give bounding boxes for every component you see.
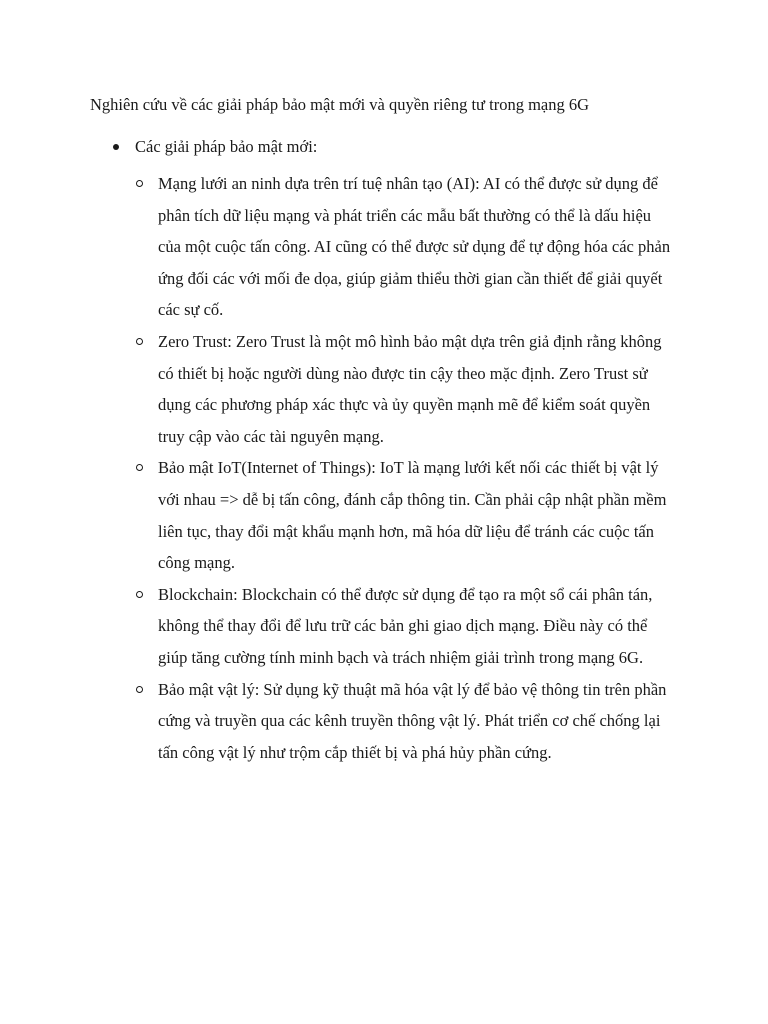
circle-bullet-icon: [136, 338, 143, 345]
bullet-icon: [113, 144, 119, 150]
sub-bullet-list: [135, 168, 678, 768]
list-item: [158, 326, 678, 452]
list-item: [158, 674, 678, 769]
list-item-text: Zero Trust: Zero Trust là một mô hình bảo mật dựa trên giả định rằng không có thiết bị hoặc người dùng nào được tin cậy theo mặc định. Zero Trust sử dụng các phương pháp xác thực và ủy quyền mạnh mẽ để kiểm soát quyền truy cập vào các tài nguyên mạng.: [158, 331, 662, 446]
circle-bullet-icon: [136, 591, 143, 598]
document-title: Nghiên cứu về các giải pháp bảo mật mới và quyền riêng tư trong mạng 6G: [90, 95, 590, 114]
list-item: [158, 452, 678, 578]
list-item: [90, 136, 690, 768]
list-item-text: Blockchain: Blockchain có thể được sử dụng để tạo ra một sổ cái phân tán, không thể thay đổi để lưu trữ các bản ghi giao dịch mạng. Điều này có thể giúp tăng cường tính minh bạch và trách nhiệm giải trình trong mạng 6G.: [158, 584, 653, 667]
list-item: [158, 579, 678, 674]
list-item-text: Bảo mật IoT(Internet of Things): IoT là mạng lưới kết nối các thiết bị vật lý với nhau => dễ bị tấn công, đánh cắp thông tin. Cần phải cập nhật phần mềm liên tục, thay đổi mật khẩu mạnh hơn, mã hóa dữ liệu để tránh các cuộc tấn công mạng.: [158, 458, 667, 573]
circle-bullet-icon: [136, 464, 143, 471]
section-heading: Các giải pháp bảo mật mới:: [135, 137, 318, 156]
list-item-text: Mạng lưới an ninh dựa trên trí tuệ nhân tạo (AI): AI có thể được sử dụng để phân tích dữ liệu mạng và phát triển các mẫu bất thường có thể là dấu hiệu của một cuộc tấn công. AI cũng có thể được sử dụng để tự động hóa các phản ứng đối các với mối đe dọa, giúp giảm thiểu thời gian cần thiết để giải quyết các sự cố.: [158, 174, 671, 320]
circle-bullet-icon: [136, 180, 143, 187]
bullet-list: [90, 136, 690, 768]
list-item: [158, 168, 678, 326]
list-item-text: Bảo mật vật lý: Sử dụng kỹ thuật mã hóa vật lý để bảo vệ thông tin trên phần cứng và truyền qua các kênh truyền thông vật lý. Phát triển cơ chế chống lại tấn công vật lý như trộm cắp thiết bị và phá hủy phần cứng.: [158, 679, 667, 762]
circle-bullet-icon: [136, 686, 143, 693]
